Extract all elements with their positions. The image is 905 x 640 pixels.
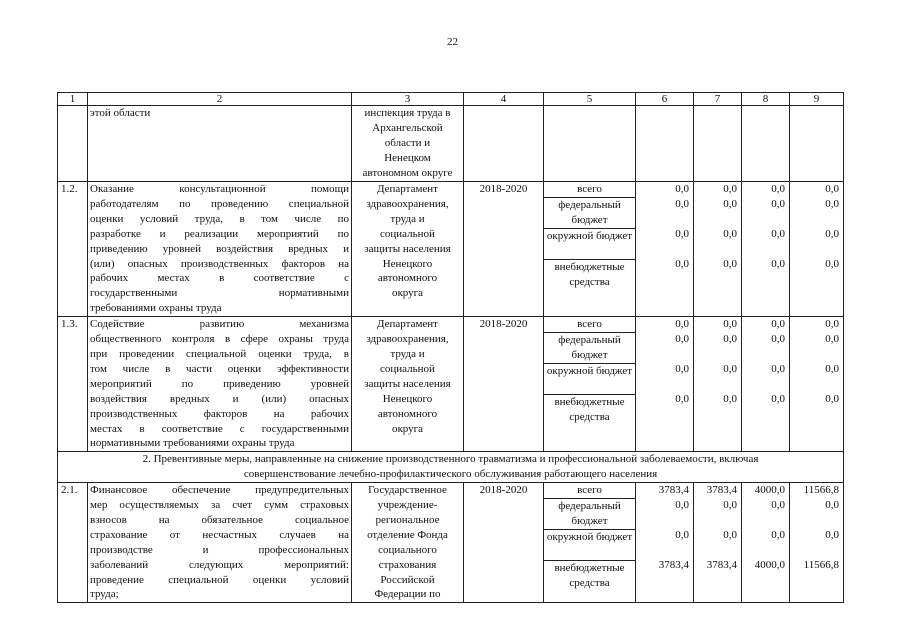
- value-cell: 0,0: [825, 363, 839, 376]
- funding-source-label: федеральный бюджет: [544, 333, 635, 364]
- value-cell: 0,0: [771, 363, 785, 376]
- value-cell: 11566,8: [803, 559, 839, 572]
- page-number: 22: [447, 36, 458, 48]
- value-cell: 0,0: [771, 258, 785, 270]
- value-cell: 0,0: [675, 228, 689, 240]
- section-2-row: [58, 452, 844, 483]
- table-row-1-2: [58, 182, 844, 317]
- value-cell: 0,0: [825, 499, 839, 512]
- header-col-5: 5: [544, 93, 636, 106]
- org-line: региональное: [375, 513, 440, 526]
- value-column-v6: [636, 483, 694, 603]
- funding-source-label: окружной бюджет: [544, 530, 635, 561]
- value-cell: [694, 106, 742, 182]
- responsible-org: [352, 317, 464, 452]
- measure-description: этой области: [88, 106, 352, 182]
- period-cell: 2018-2020: [464, 317, 544, 452]
- org-line: Ненецкого: [382, 392, 433, 405]
- value-cell: 0,0: [675, 529, 689, 542]
- description-line: труда;: [90, 588, 119, 601]
- description-line: воздействия вредных и (или) опасных: [90, 392, 349, 405]
- row-number: 1.2.: [58, 182, 88, 317]
- org-line: Департамент: [376, 318, 438, 331]
- description-line: оценки условий труда, в том числе по: [90, 212, 349, 225]
- value-cell: 0,0: [675, 198, 689, 210]
- org-line: Российской: [380, 573, 435, 586]
- measure-description: [88, 483, 352, 603]
- value-column-v9: [790, 317, 844, 452]
- value-cell: 0,0: [825, 198, 839, 210]
- row-number: 1.3.: [58, 317, 88, 452]
- org-line: автономном округе: [362, 166, 453, 179]
- header-row: [58, 93, 844, 106]
- value-column-v7: [694, 182, 742, 317]
- description-line: (или) опасных производственных факторов на: [90, 257, 349, 270]
- value-cell: 0,0: [675, 363, 689, 376]
- value-cell: 0,0: [771, 499, 785, 512]
- header-col-1: 1: [58, 93, 88, 106]
- header-col-6: 6: [636, 93, 694, 106]
- description-line: требованиями охраны труда: [90, 302, 222, 315]
- description-line: рабочих местах в соответствие с: [90, 272, 349, 285]
- org-line: социального: [378, 543, 437, 556]
- description-line: работодателям по проведению специальной: [90, 197, 349, 210]
- org-line: области и: [384, 136, 431, 149]
- org-line: Архангельской: [372, 121, 443, 134]
- table-row-1-3: [58, 317, 844, 452]
- org-line: труда и: [390, 212, 425, 225]
- value-cell: 0,0: [771, 318, 785, 331]
- value-cell: [790, 106, 844, 182]
- org-line: округа: [391, 422, 424, 435]
- description-line: взносов на обязательное социальное: [90, 513, 349, 526]
- header-col-4: 4: [464, 93, 544, 106]
- description-line: разработке и реализации мероприятий по: [90, 227, 349, 240]
- description-line: государственными нормативными: [90, 287, 349, 300]
- description-line: нормативными требованиями охраны труда: [90, 437, 295, 450]
- value-cell: 0,0: [825, 183, 839, 195]
- org-line: Ненецкого: [382, 257, 433, 270]
- responsible-org: [352, 483, 464, 603]
- value-cell: 0,0: [825, 333, 839, 346]
- value-cell: 11566,8: [803, 484, 839, 497]
- org-line: труда и: [390, 347, 425, 360]
- value-cell: 0,0: [675, 183, 689, 195]
- value-cell: 3783,4: [706, 559, 737, 572]
- value-column-v7: [694, 317, 742, 452]
- measure-description: [88, 317, 352, 452]
- org-line: Государственное: [368, 484, 447, 497]
- description-line: производственных факторов на рабочих: [90, 407, 349, 420]
- description-line: заболеваний следующих мероприятий:: [90, 558, 349, 571]
- description-line: общественного контроля в сфере охраны труда: [90, 333, 349, 346]
- description-line: страхование от несчастных случаев на: [90, 528, 349, 541]
- org-line: социальной: [380, 227, 435, 240]
- org-line: защиты населения: [364, 242, 451, 255]
- value-cell: 0,0: [825, 228, 839, 240]
- header-col-8: 8: [742, 93, 790, 106]
- funding-source-label: федеральный бюджет: [544, 198, 635, 229]
- period-cell: 2018-2020: [464, 182, 544, 317]
- value-cell: 0,0: [723, 228, 737, 240]
- value-cell: 0,0: [771, 529, 785, 542]
- value-cell: 3783,4: [658, 484, 689, 497]
- value-cell: 0,0: [675, 318, 689, 331]
- value-cell: 0,0: [723, 198, 737, 210]
- org-line: учреждение-: [377, 499, 438, 512]
- responsible-org: [352, 182, 464, 317]
- value-cell: 0,0: [723, 333, 737, 346]
- org-line: защиты населения: [364, 377, 451, 390]
- responsible-org: [352, 106, 464, 182]
- value-cell: 0,0: [771, 333, 785, 346]
- value-cell: 0,0: [723, 393, 737, 406]
- value-cell: 0,0: [825, 529, 839, 542]
- funding-sources: [544, 317, 636, 452]
- value-cell: 0,0: [825, 393, 839, 406]
- value-cell: 4000,0: [754, 559, 785, 572]
- funding-source-label: окружной бюджет: [544, 364, 635, 395]
- section-2-title: [58, 452, 844, 483]
- value-cell: 0,0: [825, 258, 839, 270]
- value-cell: 0,0: [771, 198, 785, 210]
- value-column-v9: [790, 483, 844, 603]
- funding-source-label: внебюджетные средства: [554, 396, 625, 424]
- description-line: проведение специальной оценки условий: [90, 573, 349, 586]
- description-line: Финансовое обеспечение предупредительных: [90, 484, 349, 497]
- value-cell: 3783,4: [658, 559, 689, 572]
- value-column-v8: [742, 483, 790, 603]
- value-cell: 0,0: [825, 318, 839, 331]
- value-cell: 0,0: [723, 183, 737, 195]
- value-cell: 0,0: [723, 258, 737, 270]
- value-cell: 3783,4: [706, 484, 737, 497]
- value-cell: 4000,0: [754, 484, 785, 497]
- row-number: 2.1.: [58, 483, 88, 603]
- period-cell: 2018-2020: [464, 483, 544, 603]
- funding-source-label: всего: [544, 317, 635, 333]
- section-title-line: совершенствование лечебно-профилактического обслуживания работающего населения: [243, 468, 658, 481]
- funding-sources: [544, 483, 636, 603]
- description-line: том числе в части оценки эффективности: [90, 362, 349, 375]
- description-line: мер осуществляемых за счет сумм страховых: [90, 499, 349, 512]
- org-line: отделение Фонда: [367, 528, 448, 541]
- table-row-continuation: [58, 106, 844, 182]
- value-cell: 0,0: [771, 183, 785, 195]
- source-cell: [544, 106, 636, 182]
- value-column-v6: [636, 317, 694, 452]
- value-cell: 0,0: [675, 333, 689, 346]
- description-line: Содействие развитию механизма: [90, 318, 349, 331]
- header-col-2: 2: [88, 93, 352, 106]
- value-column-v6: [636, 182, 694, 317]
- org-line: здравоохранения,: [366, 197, 449, 210]
- period-cell: [464, 106, 544, 182]
- org-line: инспекция труда в: [364, 107, 451, 119]
- value-cell: 0,0: [675, 499, 689, 512]
- value-cell: 0,0: [723, 529, 737, 542]
- funding-source-label: внебюджетные средства: [554, 562, 625, 590]
- value-cell: [636, 106, 694, 182]
- row-number: [58, 106, 88, 182]
- section-title-line: 2. Превентивные меры, направленные на снижение производственного травматизма и профессиональной заболеваемости, включая: [142, 453, 759, 466]
- value-column-v9: [790, 182, 844, 317]
- org-line: социальной: [380, 362, 435, 375]
- table-row-2-1: [58, 483, 844, 603]
- org-line: страхования: [378, 558, 437, 571]
- org-line: автономного: [377, 407, 438, 420]
- funding-source-label: окружной бюджет: [544, 229, 635, 260]
- description-line: производстве и профессиональных: [90, 543, 349, 556]
- header-col-3: 3: [352, 93, 464, 106]
- description-line: мероприятий по приведению уровней: [90, 377, 349, 390]
- value-column-v7: [694, 483, 742, 603]
- value-cell: [742, 106, 790, 182]
- header-col-7: 7: [694, 93, 742, 106]
- value-cell: 0,0: [771, 393, 785, 406]
- value-cell: 0,0: [723, 318, 737, 331]
- value-column-v8: [742, 182, 790, 317]
- value-cell: 0,0: [723, 363, 737, 376]
- funding-source-label: внебюджетные средства: [554, 261, 625, 288]
- org-line: Департамент: [376, 183, 438, 195]
- value-cell: 0,0: [675, 393, 689, 406]
- value-column-v8: [742, 317, 790, 452]
- measure-description: [88, 182, 352, 317]
- value-cell: 0,0: [771, 228, 785, 240]
- description-line: при проведении специальной оценки труда, в: [90, 347, 349, 360]
- org-line: Ненецком: [384, 151, 431, 164]
- funding-source-label: федеральный бюджет: [544, 499, 635, 530]
- funding-sources: [544, 182, 636, 317]
- description-line: местах в соответствие с государственными: [90, 422, 349, 435]
- funding-source-label: всего: [544, 182, 635, 198]
- org-line: здравоохранения,: [366, 333, 449, 346]
- org-line: автономного: [377, 272, 438, 285]
- value-cell: 0,0: [675, 258, 689, 270]
- org-line: Федерации по: [374, 588, 441, 601]
- header-col-9: 9: [790, 93, 844, 106]
- program-table: [57, 92, 844, 603]
- description-line: приведению уровней воздействия вредных и: [90, 242, 349, 255]
- funding-source-label: всего: [544, 483, 635, 499]
- org-line: округа: [391, 287, 424, 300]
- value-cell: 0,0: [723, 499, 737, 512]
- description-line: Оказание консультационной помощи: [90, 183, 349, 195]
